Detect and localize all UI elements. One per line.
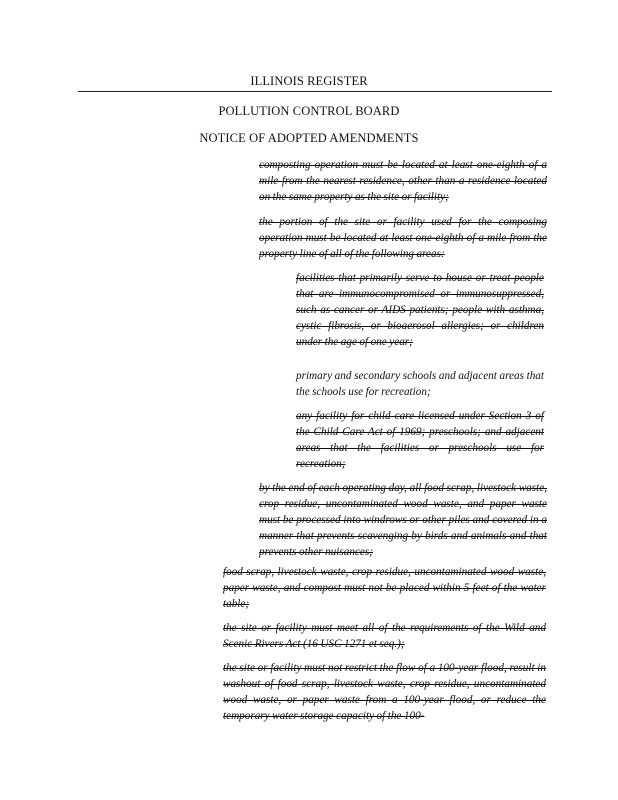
paragraph-composting-distance: composting operation must be located at least one-eighth of a mile from the nearest residence, other than a residence located on the same property as the site or facility; bbox=[259, 159, 547, 203]
paragraph-child-care: any facility for child care licensed under Section 3 of the Child Care Act of 1969; preschools; and adjacent areas that the facilities or preschools use for recreation; bbox=[296, 410, 544, 470]
paragraph-wild-scenic-rivers: the site or facility must meet all of the requirements of the Wild and Scenic Rivers Act (16 USC 1271 et seq.); bbox=[223, 622, 546, 650]
notice-title: NOTICE OF ADOPTED AMENDMENTS bbox=[199, 131, 419, 145]
paragraph-operating-day: by the end of each operating day, all food scrap, livestock waste, crop residue, uncontaminated wood waste, and paper waste must be processed into windrows or other piles and covered in a manner that prevents scavenging by birds and animals and that prevents other nuisances; bbox=[259, 482, 547, 558]
paragraph-flood: the site or facility must not restrict the flow of a 100-year flood, result in washout of food scrap, livestock waste, crop residue, uncontaminated wood waste, or paper waste from a 100-year flood, or reduce the temporary water storage capacity of the 100- bbox=[223, 662, 546, 722]
paragraph-property-line: the portion of the site or facility used for the composing operation must be located at least one-eighth of a mile from the property line of all of the following areas: bbox=[259, 216, 547, 260]
paragraph-schools: primary and secondary schools and adjacent areas that the schools use for recreation; bbox=[296, 370, 544, 398]
register-title: ILLINOIS REGISTER bbox=[250, 74, 368, 88]
paragraph-immunocompromised-facilities: facilities that primarily serve to house or treat people that are immunocompromised or immunosuppressed, such as cancer or AIDS patients; people with asthma, cystic fibrosis, or bioaerosol allergies; or children under the age of one year; bbox=[296, 272, 544, 348]
header-divider bbox=[78, 91, 552, 92]
paragraph-water-table: food scrap, livestock waste, crop residue, uncontaminated wood waste, paper waste, and compost must not be placed within 5 feet of the water table; bbox=[223, 566, 546, 610]
agency-title: POLLUTION CONTROL BOARD bbox=[218, 104, 400, 118]
